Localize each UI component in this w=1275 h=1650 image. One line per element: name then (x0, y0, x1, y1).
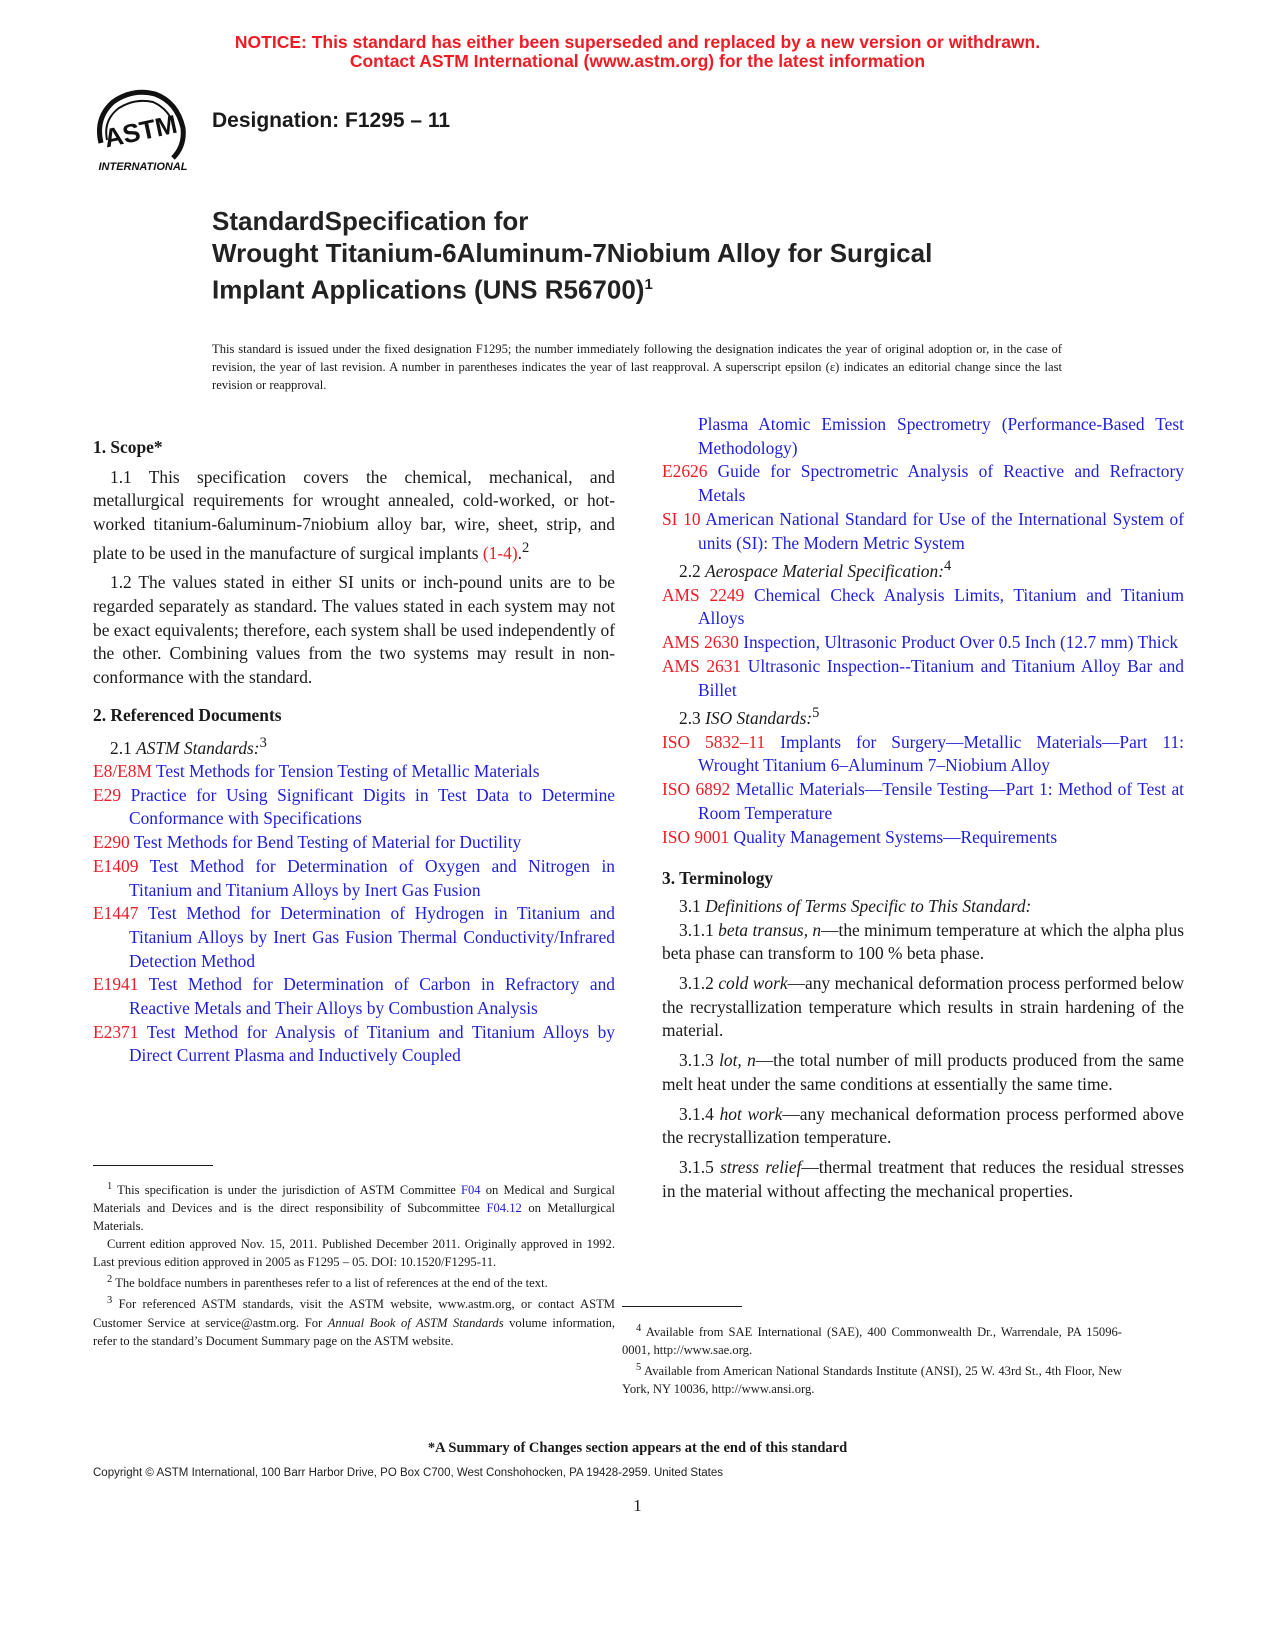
footnote-1-edition: Current edition approved Nov. 15, 2011. Published December 2011. Originally approved in 1992. Last previous edition approved in 2005 as F1295 – 05. DOI: 10.1520/F1295-11. (93, 1237, 615, 1270)
reference-link[interactable]: (1-4) (482, 542, 518, 563)
footnote-4: $^4$ Available from SAE International (SAE), 400 Commonwealth Dr., Warrendale, PA 15096-0001, http://www.sae.org. (622, 1323, 1122, 1358)
ref-si10[interactable]: SI 10 American National Standard for Use of the International System of units (SI): The Modern Metric System (662, 508, 1184, 553)
ref-e1447[interactable]: E1447 Test Method for Determination of Hydrogen in Titanium and Titanium Alloys by Inert Gas Fusion Thermal Conductivity/Infrared Detection Method (93, 903, 615, 971)
ref-ams2630[interactable]: AMS 2630 Inspection, Ultrasonic Product Over 0.5 Inch (12.7 mm) Thick (662, 632, 1179, 653)
aerospace-label: 2.2 Aerospace Material Specification:$^4$ (679, 558, 952, 582)
ref-e1941[interactable]: E1941 Test Method for Determination of Carbon in Refractory and Reactive Metals and Their Alloys by Combustion Analysis (93, 974, 615, 1019)
issuance-note: This standard is issued under the fixed designation F1295; the number immediately following the designation indicates the year of original adoption or, in the case of revision, the year of last revision. A number in parentheses indicates the year of last reapproval. A superscript epsilon (ε) indicates an editorial change since the last revision or reapproval. (212, 342, 1062, 392)
title-line-3: Implant Applications (UNS R56700) (212, 274, 645, 305)
left-column (93, 436, 615, 1068)
scope-paragraph-2: 1.2 The values stated in either SI units or inch-pound units are to be regarded separately as standard. The values stated in each system may not be exact equivalents; therefore, each system shall be used independently of the other. Combining values from the two systems may result in non-conformance with the standard. (93, 572, 616, 688)
referenced-documents-heading: 2. Referenced Documents (93, 704, 282, 725)
footnote-divider-right (622, 1306, 742, 1307)
ref-e2626[interactable]: E2626 Guide for Spectrometric Analysis of Reactive and Refractory Metals (662, 461, 1184, 506)
iso-label: 2.3 ISO Standards:$^5$ (679, 705, 820, 729)
notice-line-1: NOTICE: This standard has either been superseded and replaced by a new version or withdrawn. (234, 32, 1041, 52)
terminology-heading: 3. Terminology (662, 868, 774, 889)
ref-iso5832[interactable]: ISO 5832–11 Implants for Surgery—Metallic Materials—Part 11: Wrought Titanium 6–Aluminum 7–Niobium Alloy (662, 731, 1185, 776)
summary-of-changes-note: *A Summary of Changes section appears at the end of this standard (427, 1440, 848, 1456)
notice-line-2: Contact ASTM International (www.astm.org) for the latest information (349, 51, 926, 71)
astm-logo-icon (93, 88, 193, 178)
footnote-divider-left (93, 1165, 213, 1166)
ref-ams2631[interactable]: AMS 2631 Ultrasonic Inspection--Titanium and Titanium Alloy Bar and Billet (662, 655, 1184, 700)
footnotes-left (93, 1178, 615, 1350)
term-beta-transus: 3.1.1 beta transus, n—the minimum temperature at which the alpha plus beta phase can transform to 100 % beta phase. (662, 919, 1184, 964)
term-lot: 3.1.3 lot, n—the total number of mill products produced from the same melt heat under the same conditions at essentially the same time. (662, 1050, 1184, 1094)
footnote-5: $^5$ Available from American National Standards Institute (ANSI), 25 W. 43rd St., 4th Floor, New York, NY 10036, http://www.ansi.org. (622, 1362, 1122, 1397)
title-line-1: StandardSpecification for (212, 206, 529, 236)
term-stress-relief: 3.1.5 stress relief—thermal treatment that reduces the residual stresses in the material without affecting the mechanical properties. (662, 1156, 1184, 1201)
ref-iso6892[interactable]: ISO 6892 Metallic Materials—Tensile Testing—Part 1: Method of Test at Room Temperature (662, 779, 1185, 823)
right-column (662, 413, 1184, 1203)
footnote-1: $^1$ This specification is under the jurisdiction of ASTM Committee F04 on Medical and Surgical Materials and Devices and is the direct responsibility of Subcommittee F04.12 on Metallurgical Materials. (93, 1181, 616, 1234)
footnote-mark-2: 2 (522, 539, 530, 556)
copyright: Copyright © ASTM International, 100 Barr Harbor Drive, PO Box C700, West Conshohocken, PA 19428-2959. United States (93, 1467, 724, 1479)
ref-ams2249[interactable]: AMS 2249 Chemical Check Analysis Limits, Titanium and Titanium Alloys (662, 584, 1184, 629)
title-footnote-mark: 1 (644, 276, 653, 293)
ref-e1409[interactable]: E1409 Test Method for Determination of Oxygen and Nitrogen in Titanium and Titanium Alloys by Inert Gas Fusion (93, 855, 615, 900)
logo-subtext: INTERNATIONAL (98, 161, 188, 173)
footnote-3: $^3$ For referenced ASTM standards, visit the ASTM website, www.astm.org, or contact ASTM Customer Service at service@astm.org. For Annual Book of ASTM Standards volume information, refer to the standard’s Document Summary page on the ASTM website. (93, 1295, 615, 1348)
scope-heading: 1. Scope* (93, 437, 163, 457)
ref-e2371-continued[interactable]: Plasma Atomic Emission Spectrometry (Performance-Based Test Methodology) (698, 414, 1184, 458)
page-number: 1 (633, 1496, 642, 1515)
ref-e290[interactable]: E290 Test Methods for Bend Testing of Material for Ductility (93, 832, 522, 853)
ref-e2371[interactable]: E2371 Test Method for Analysis of Titanium and Titanium Alloys by Direct Current Plasma and Inductively Coupled (93, 1021, 615, 1066)
footnotes-right (622, 1320, 1122, 1398)
footnote-2: $^2$ The boldface numbers in parentheses refer to a list of references at the end of the text. (107, 1274, 548, 1291)
committee-link[interactable]: F04 (460, 1183, 481, 1198)
notice-banner (0, 33, 1275, 71)
astm-standards-label: 2.1 ASTM Standards:$^3$ (110, 734, 267, 758)
term-hot-work: 3.1.4 hot work—any mechanical deformation process performed above the recrystallization temperature. (662, 1103, 1184, 1148)
astm-logo (93, 88, 193, 178)
ref-e29[interactable]: E29 Practice for Using Significant Digits in Test Data to Determine Conformance with Specifications (93, 784, 615, 829)
ref-iso9001[interactable]: ISO 9001 Quality Management Systems—Requirements (662, 826, 1058, 847)
designation: Designation: F1295 – 11 (212, 109, 451, 132)
ref-e8[interactable]: E8/E8M Test Methods for Tension Testing of Metallic Materials (93, 761, 540, 782)
subcommittee-link[interactable]: F04.12 (486, 1201, 522, 1216)
page-title (212, 205, 1072, 306)
logo-text: ASTM (101, 108, 180, 154)
scope-paragraph-1: 1.1 This specification covers the chemical, mechanical, and metallurgical requirements for wrought annealed, cold-worked, or hot-worked titanium-6aluminum-7niobium alloy bar, wire, sheet, strip, and plate to be used in the manufacture of surgical implants (1-4).$^2$ (93, 466, 615, 563)
title-line-2: Wrought Titanium-6Aluminum-7Niobium Alloy for Surgical (212, 238, 933, 268)
definitions-label: 3.1 Definitions of Terms Specific to This Standard: (679, 895, 1032, 916)
term-cold-work: 3.1.2 cold work—any mechanical deformation process performed below the recrystallization temperature which results in strain hardening of the material. (662, 973, 1185, 1041)
